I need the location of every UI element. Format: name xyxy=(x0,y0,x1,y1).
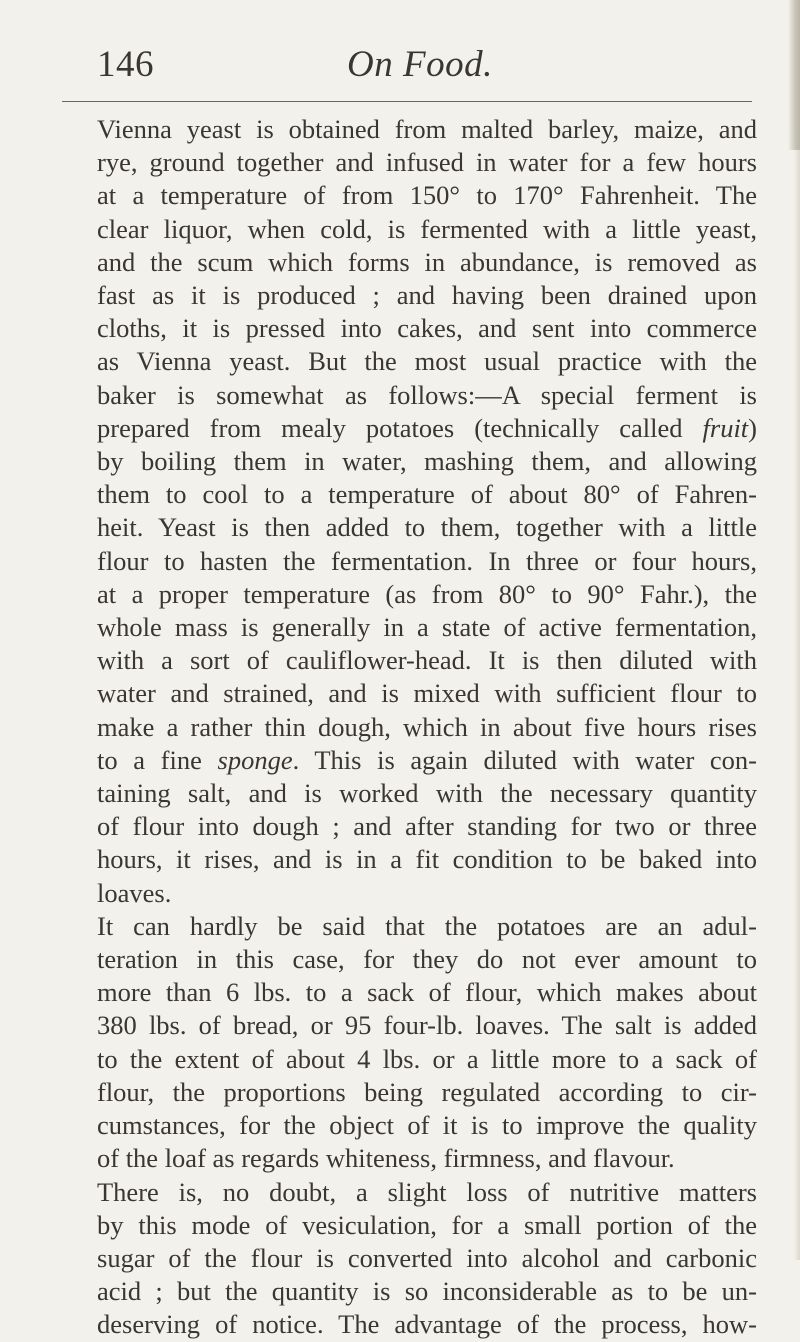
header-rule xyxy=(62,101,752,102)
text-line: make a rather thin dough, which in about five hours rises xyxy=(97,711,757,742)
page-number: 146 xyxy=(97,44,154,85)
text-line: baker is somewhat as follows:—A special ferment is xyxy=(97,379,757,410)
text-line: sugar of the flour is converted into alcohol and carbonic xyxy=(97,1242,757,1273)
text-line: as Vienna yeast. But the most usual practice with the xyxy=(97,346,757,377)
italic-term: sponge xyxy=(217,744,293,775)
text-line: flour, the proportions being regulated according to cir- xyxy=(97,1076,757,1107)
text-line: There is, no doubt, a slight loss of nutritive matters xyxy=(97,1176,757,1207)
text-line: deserving of notice. The advantage of the process, how- xyxy=(97,1309,757,1340)
text-line: at a proper temperature (as from 80° to 90° Fahr.), the xyxy=(97,578,757,609)
text-line: at a temperature of from 150° to 170° Fahrenheit. The xyxy=(97,180,757,211)
page-header xyxy=(97,43,751,103)
page-edge-shadow-lower xyxy=(794,150,800,1260)
text-line: with a sort of cauliflower-head. It is then diluted with xyxy=(97,645,757,676)
page-edge-shadow xyxy=(788,0,800,150)
text-line: Vienna yeast is obtained from malted barley, maize, and xyxy=(97,114,757,144)
text-line: 380 lbs. of bread, or 95 four-lb. loaves. The salt is added xyxy=(97,1010,757,1041)
text-line: teration in this case, for they do not ever amount to xyxy=(97,944,757,975)
text-line: by this mode of vesiculation, for a small portion of the xyxy=(97,1209,757,1240)
text-line: prepared from mealy potatoes (technically called fruit) xyxy=(97,412,757,443)
text-line: and the scum which forms in abundance, is removed as xyxy=(97,246,757,277)
paragraph-last-line: of the loaf as regards whiteness, firmness, and flavour. xyxy=(97,1143,675,1174)
text-line: rye, ground together and infused in water for a few hours xyxy=(97,147,757,178)
text-line: heit. Yeast is then added to them, together with a little xyxy=(97,512,757,543)
text-line: clear liquor, when cold, is fermented with a little yeast, xyxy=(97,213,757,244)
body-text xyxy=(97,113,757,1342)
running-title: On Food. xyxy=(347,44,493,85)
text-line: acid ; but the quantity is so inconsiderable as to be un- xyxy=(97,1276,757,1307)
text-line: them to cool to a temperature of about 80° of Fahren- xyxy=(97,479,757,510)
text-line: cloths, it is pressed into cakes, and sent into commerce xyxy=(97,313,757,344)
text-line: hours, it rises, and is in a fit condition to be baked into xyxy=(97,844,757,875)
text-line: more than 6 lbs. to a sack of flour, which makes about xyxy=(97,977,757,1008)
text-line: cumstances, for the object of it is to improve the quality xyxy=(97,1110,757,1141)
italic-term: fruit xyxy=(702,412,749,443)
text-line: to the extent of about 4 lbs. or a little more to a sack of xyxy=(97,1043,757,1074)
text-line: water and strained, and is mixed with sufficient flour to xyxy=(97,678,757,709)
text-line: flour to hasten the fermentation. In three or four hours, xyxy=(97,545,757,576)
text-line: fast as it is produced ; and having been drained upon xyxy=(97,280,757,311)
text-line: whole mass is generally in a state of active fermentation, xyxy=(97,612,757,643)
text-line: It can hardly be said that the potatoes are an adul- xyxy=(97,910,757,941)
paragraph-last-line: loaves. xyxy=(97,877,172,908)
text-line: to a fine sponge. This is again diluted with water con- xyxy=(97,744,758,775)
text-line: of flour into dough ; and after standing for two or three xyxy=(97,811,757,842)
text-line: taining salt, and is worked with the necessary quantity xyxy=(97,778,757,809)
text-line: by boiling them in water, mashing them, and allowing xyxy=(97,446,757,477)
